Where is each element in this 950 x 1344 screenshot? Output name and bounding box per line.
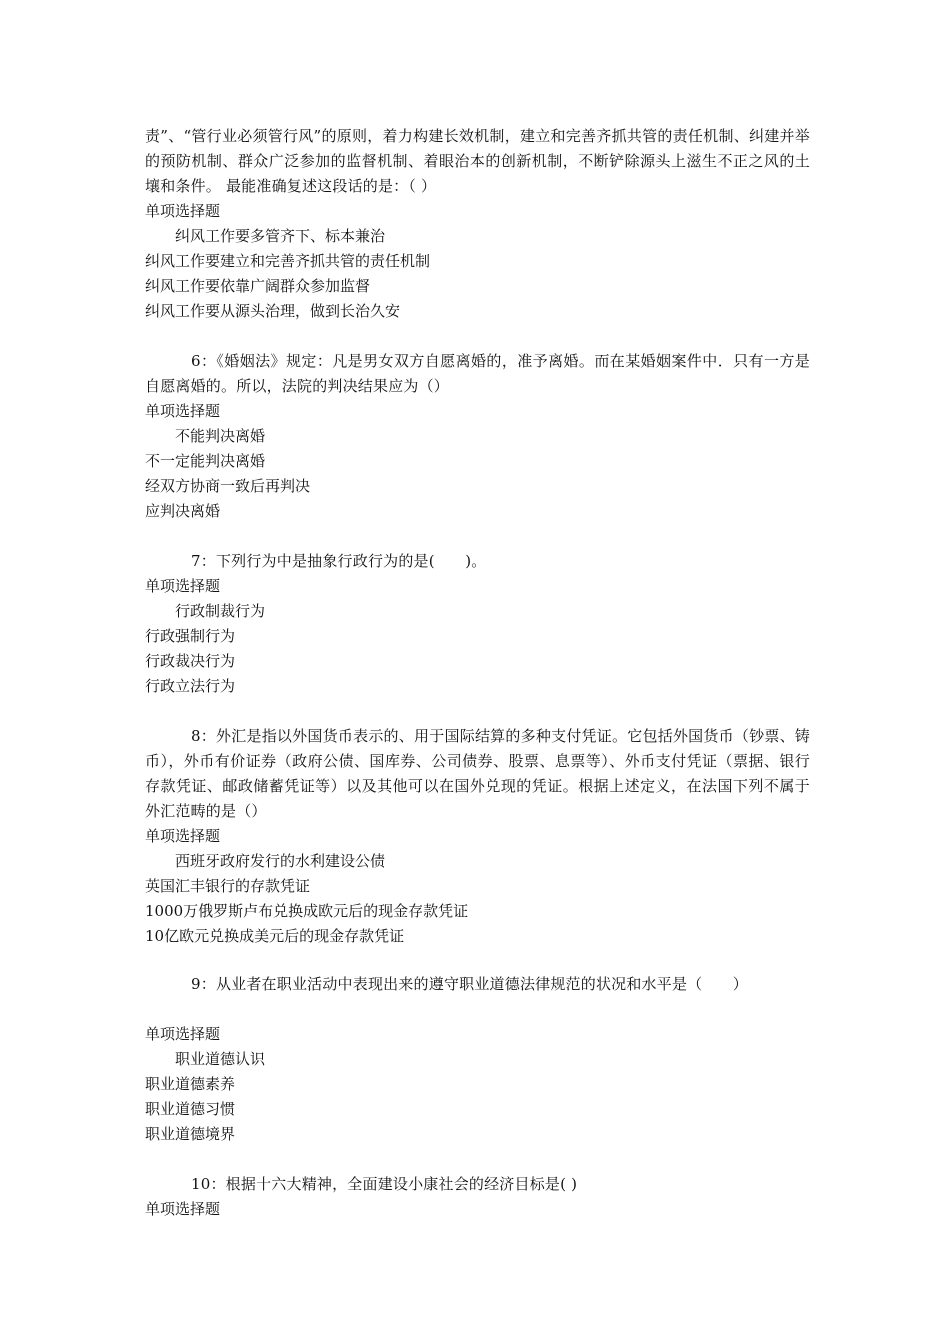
question-7 — [145, 549, 810, 699]
option-b[interactable]: 不一定能判决离婚 — [145, 452, 266, 470]
question-stem: 10：根据十六大精神，全面建设小康社会的经济目标是( ) — [191, 1175, 578, 1193]
spacer — [145, 699, 810, 724]
question-stem: 6：《婚姻法》规定：凡是男女双方自愿离婚的，准予离婚。而在某婚姻案件中．只有一方是自愿离婚的。所以，法院的判决结果应为（） — [145, 352, 810, 395]
option-b[interactable]: 行政强制行为 — [145, 627, 236, 645]
question-stem: 8：外汇是指以外国货币表示的、用于国际结算的多种支付凭证。它包括外国货币（钞票、铸币），外币有价证券（政府公债、国库券、公司债券、股票、息票等）、外币支付凭证（票据、银行存款凭证、邮政储蓄凭证等）以及其他可以在国外兑现的凭证。根据上述定义，在法国下列不属于外汇范畴的是（） — [145, 727, 810, 820]
question-9 — [145, 972, 810, 1147]
question-stem: 责”、“管行业必须管行风”的原则，着力构建长效机制，建立和完善齐抓共管的责任机制、纠建并举的预防机制、群众广泛参加的监督机制、着眼治本的创新机制，不断铲除源头上滋生不正之风的土壤和条件。 最能准确复述这段话的是：（ ） — [145, 127, 810, 195]
option-d[interactable]: 行政立法行为 — [145, 677, 236, 695]
spacer — [145, 324, 810, 349]
question-list — [145, 124, 810, 1222]
question-5 — [145, 124, 810, 324]
spacer — [145, 997, 810, 1022]
option-c[interactable]: 1000万俄罗斯卢布兑换成欧元后的现金存款凭证 — [145, 902, 469, 920]
option-d[interactable]: 职业道德境界 — [145, 1125, 236, 1143]
option-b[interactable]: 英国汇丰银行的存款凭证 — [145, 877, 311, 895]
option-a[interactable]: 行政制裁行为 — [175, 602, 266, 620]
question-type-label: 单项选择题 — [145, 827, 221, 845]
question-type-label: 单项选择题 — [145, 577, 221, 595]
option-b[interactable]: 纠风工作要建立和完善齐抓共管的责任机制 — [145, 252, 431, 270]
option-c[interactable]: 职业道德习惯 — [145, 1100, 236, 1118]
question-6 — [145, 349, 810, 524]
option-c[interactable]: 经双方协商一致后再判决 — [145, 477, 311, 495]
option-d[interactable]: 纠风工作要从源头治理，做到长治久安 — [145, 302, 401, 320]
question-stem: 9：从业者在职业活动中表现出来的遵守职业道德法律规范的状况和水平是（ ） — [191, 975, 748, 993]
option-a[interactable]: 纠风工作要多管齐下、标本兼治 — [175, 227, 386, 245]
option-a[interactable]: 不能判决离婚 — [175, 427, 266, 445]
option-a[interactable]: 职业道德认识 — [175, 1050, 266, 1068]
question-type-label: 单项选择题 — [145, 402, 221, 420]
option-d[interactable]: 应判决离婚 — [145, 502, 221, 520]
option-c[interactable]: 纠风工作要依靠广阔群众参加监督 — [145, 277, 371, 295]
question-10 — [145, 1172, 810, 1222]
question-type-label: 单项选择题 — [145, 1200, 221, 1218]
spacer — [145, 524, 810, 549]
option-d[interactable]: 10亿欧元兑换成美元后的现金存款凭证 — [145, 927, 405, 945]
question-stem: 7：下列行为中是抽象行政行为的是( )。 — [191, 552, 487, 570]
spacer — [145, 949, 810, 972]
question-type-label: 单项选择题 — [145, 1025, 221, 1043]
spacer — [145, 1147, 810, 1172]
option-a[interactable]: 西班牙政府发行的水利建设公债 — [175, 852, 386, 870]
option-b[interactable]: 职业道德素养 — [145, 1075, 236, 1093]
option-c[interactable]: 行政裁决行为 — [145, 652, 236, 670]
question-type-label: 单项选择题 — [145, 202, 221, 220]
question-8 — [145, 724, 810, 949]
